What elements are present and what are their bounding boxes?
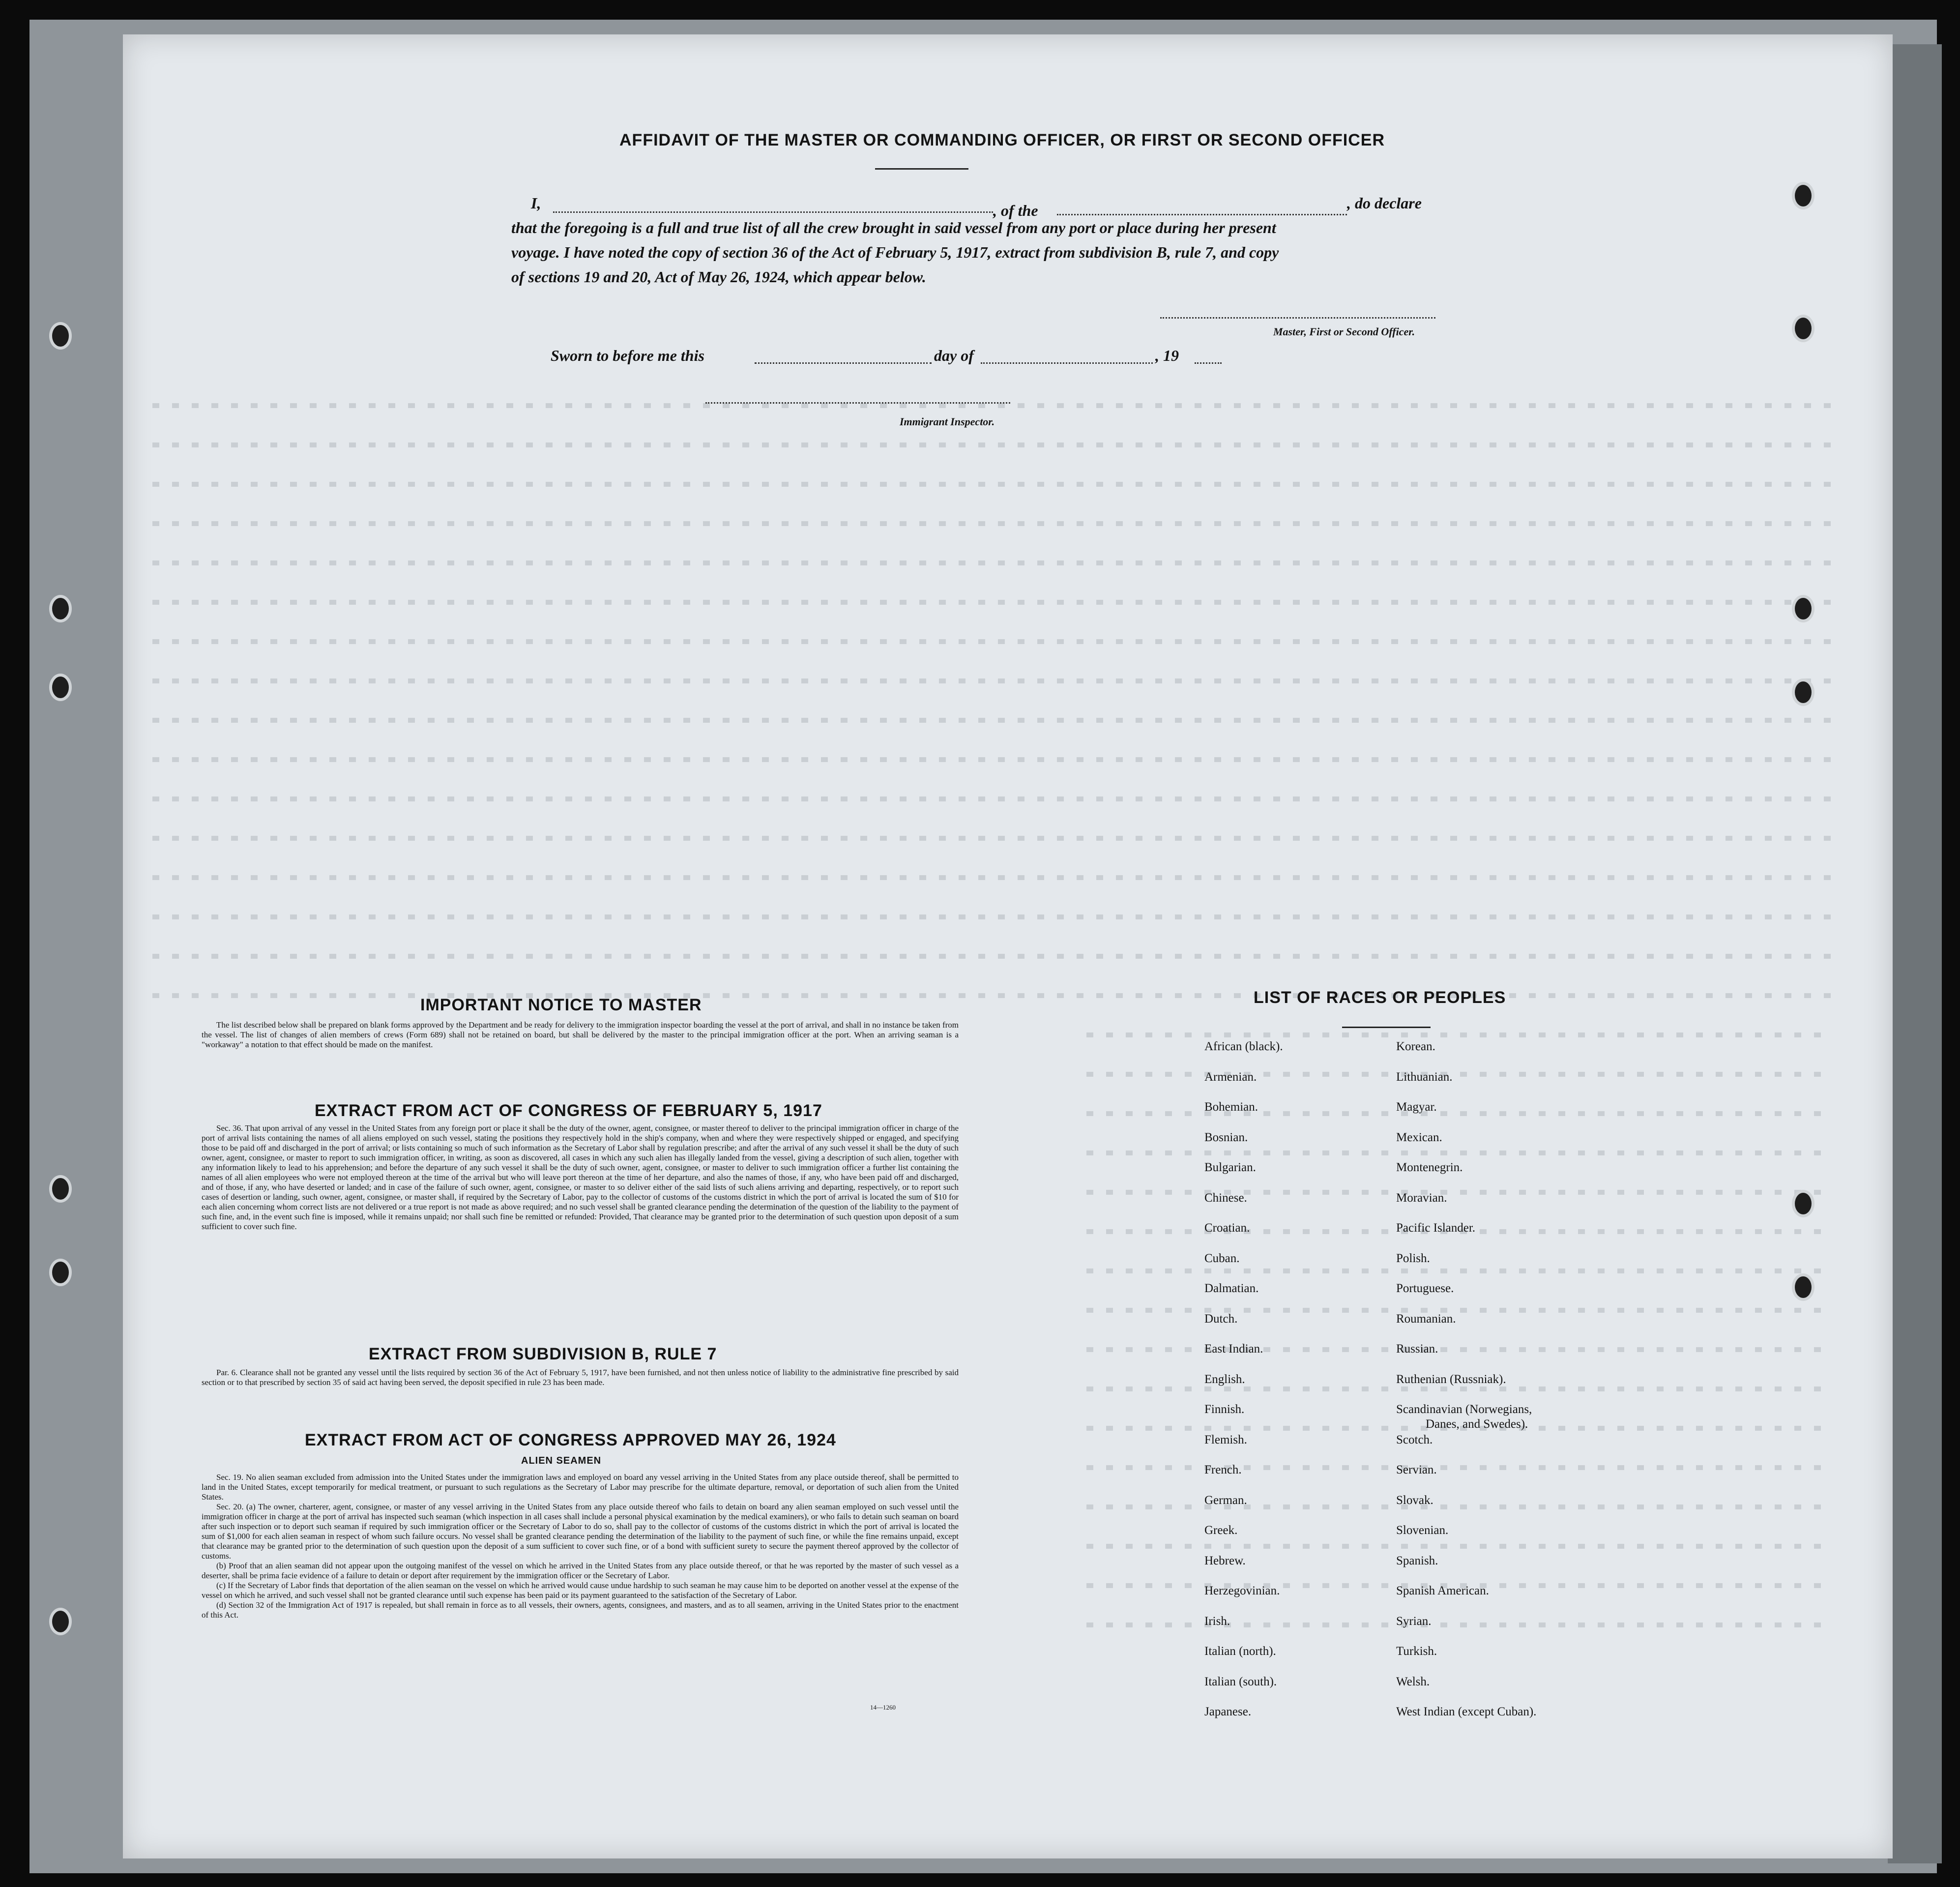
i-label: I, bbox=[531, 194, 541, 212]
race-item: Slovenian. bbox=[1396, 1524, 1449, 1537]
punch-hole bbox=[1792, 182, 1814, 209]
punch-hole bbox=[49, 1175, 72, 1203]
of-the-label: , of the bbox=[993, 202, 1038, 219]
punch-hole bbox=[49, 595, 72, 622]
affidavit-title: AFFIDAVIT OF THE MASTER OR COMMANDING OFFICER, OR FIRST OR SECOND OFFICER bbox=[619, 131, 1385, 149]
sworn-month-blank bbox=[981, 362, 1153, 364]
notice-text: The list described below shall be prepared on blank forms approved by the Department and be ready for delivery to the immigration inspector boarding the vessel at the port of arrival, and shall in no instance be taken from the vessel. The list of changes of alien members of crews (Form 689) shall not be retained on board, but shall be delivered by the master to the principal immigration officer at the port. When an arriving seaman is a "workaway" a notation to that effect should be made on the manifest. bbox=[202, 1020, 959, 1049]
sec-20d-text: (d) Section 32 of the Immigration Act of 1917 is repealed, but shall remain in force as to all vessels, their owners, agents, consignees, and masters, and as to all seamen, arriving in the United States prior to the enactment of this Act. bbox=[202, 1600, 959, 1620]
punch-hole bbox=[49, 1608, 72, 1635]
race-item: Irish. bbox=[1204, 1614, 1230, 1628]
race-item: Dalmatian. bbox=[1204, 1282, 1259, 1295]
declare-label: , do declare bbox=[1347, 194, 1422, 212]
race-item: Spanish. bbox=[1396, 1554, 1438, 1567]
race-item: Croatian. bbox=[1204, 1221, 1250, 1235]
race-item: Cuban. bbox=[1204, 1251, 1240, 1265]
extract-1924-block bbox=[202, 1473, 959, 1620]
page-edge bbox=[1888, 44, 1942, 1863]
punch-hole bbox=[49, 322, 72, 350]
race-item: Danes, and Swedes). bbox=[1426, 1417, 1528, 1431]
race-item: Spanish American. bbox=[1396, 1584, 1489, 1597]
race-item: Portuguese. bbox=[1396, 1282, 1454, 1295]
race-item: Greek. bbox=[1204, 1524, 1238, 1537]
race-item: Italian (south). bbox=[1204, 1675, 1277, 1688]
race-item: Flemish. bbox=[1204, 1433, 1247, 1446]
race-item: Lithuanian. bbox=[1396, 1070, 1453, 1084]
race-item: Mexican. bbox=[1396, 1130, 1442, 1144]
extract-1917-text: Sec. 36. That upon arrival of any vessel in the United States from any foreign port or place it shall be the duty of the owner, agent, consignee, or master thereof to deliver to the principal immigration officer in charge of the port of arrival lists containing the names of all aliens employed on such vessel, stating the positions they respectively hold in the ship's company, when and where they were respectively shipped or engaged, and specifying those to be paid off and discharged in the port of arrival; or lists containing so much of such information as the Secretary of Labor shall by regulation prescribe; and after the arrival of any such vessel it shall be the duty of such owner, agent, consignee, or master to report to such immigration officer, in writing, as soon as discovered, all cases in which any such alien has illegally landed from the vessel, giving a description of such alien, together with any information likely to lead to his apprehension; and before the departure of any such vessel it shall be the duty of such owner, agent, consignee, or master to deliver to such immigration officer a further list containing the names of all alien employees who were not employed thereon at the time of the arrival but who will leave port thereon at the time of her departure, and also the names of those, if any, who have been paid off and discharged, and of those, if any, who have deserted or landed; and in case of the failure of such owner, agent, consignee, or master to so deliver either of the said lists of such aliens arriving and departing, respectively, or to report such cases of desertion or landing, such owner, agent, consignee, or master shall, if required by the Secretary of Labor, pay to the collector of customs of the customs district in which the port of arrival is located the sum of $10 for each alien concerning whom correct lists are not delivered or a true report is not made as above required; and no such vessel shall be granted clearance pending the determination of the question of the liability to the payment of such fine, and, in the event such fine is imposed, while it remains unpaid; nor shall such fine be remitted or refunded: Provided, That clearance may be granted prior to the determination of such question upon deposit of a sum sufficient to cover such fine. bbox=[202, 1123, 959, 1231]
races-title: LIST OF RACES OR PEOPLES bbox=[1254, 988, 1506, 1007]
subdivision-block bbox=[202, 1368, 959, 1387]
race-item: Scotch. bbox=[1396, 1433, 1433, 1446]
affidavit-line-3: voyage. I have noted the copy of section 36 of the Act of February 5, 1917, extract from subdivision B, rule 7, and copy bbox=[511, 243, 1279, 261]
races-title-underline bbox=[1342, 1027, 1431, 1028]
inspector-caption: Immigrant Inspector. bbox=[900, 415, 995, 428]
sworn-day-blank bbox=[755, 362, 932, 364]
punch-hole bbox=[1792, 1273, 1814, 1301]
subdivision-text: Par. 6. Clearance shall not be granted any vessel until the lists required by section 36 of the Act of February 5, 1917, have been furnished, and not then unless notice of liability to the administrative fine prescribed by said section or to that prescribed by section 35 of said act having been served, the deposit specified in rule 23 has been made. bbox=[202, 1368, 959, 1387]
affidavit-line-4: of sections 19 and 20, Act of May 26, 1924, which appear below. bbox=[511, 268, 926, 286]
race-item: Moravian. bbox=[1396, 1191, 1447, 1205]
notice-text-block bbox=[202, 1020, 959, 1050]
race-item: Pacific Islander. bbox=[1396, 1221, 1476, 1235]
race-item: Servian. bbox=[1396, 1463, 1437, 1476]
race-item: Montenegrin. bbox=[1396, 1161, 1463, 1174]
race-item: Japanese. bbox=[1204, 1705, 1252, 1718]
race-item: Syrian. bbox=[1396, 1614, 1432, 1628]
race-item: Welsh. bbox=[1396, 1675, 1430, 1688]
subdivision-title: EXTRACT FROM SUBDIVISION B, RULE 7 bbox=[369, 1345, 717, 1363]
race-item: Italian (north). bbox=[1204, 1645, 1276, 1658]
race-item: Turkish. bbox=[1396, 1645, 1437, 1658]
race-item: Magyar. bbox=[1396, 1100, 1437, 1114]
punch-hole bbox=[49, 674, 72, 701]
race-item: African (black). bbox=[1204, 1040, 1283, 1053]
race-item: Finnish. bbox=[1204, 1403, 1245, 1416]
race-item: Scandinavian (Norwegians, bbox=[1396, 1403, 1532, 1416]
race-item: Bosnian. bbox=[1204, 1130, 1248, 1144]
race-item: Ruthenian (Russniak). bbox=[1396, 1372, 1506, 1386]
race-item: Hebrew. bbox=[1204, 1554, 1246, 1567]
sworn-label: Sworn to before me this bbox=[551, 347, 704, 364]
day-of-label: day of bbox=[934, 347, 974, 364]
affidavit-line-2: that the foregoing is a full and true list of all the crew brought in said vessel from any port or place during her present bbox=[511, 219, 1276, 236]
race-item: Russian. bbox=[1396, 1342, 1438, 1356]
punch-hole bbox=[1792, 1190, 1814, 1217]
race-item: Dutch. bbox=[1204, 1312, 1238, 1326]
extract-1917-block bbox=[202, 1123, 959, 1232]
master-caption: Master, First or Second Officer. bbox=[1273, 325, 1415, 338]
race-item: Herzegovinian. bbox=[1204, 1584, 1280, 1597]
race-item: Korean. bbox=[1396, 1040, 1435, 1053]
race-item: Slovak. bbox=[1396, 1493, 1433, 1507]
sec-20a-text: Sec. 20. (a) The owner, charterer, agent, consignee, or master of any vessel arriving in the United States from any place outside thereof who fails to detain on board any alien seaman employed on such vessel until the immigration officer in charge at the port of arrival has inspected such seaman (which inspection in all cases shall include a personal physical examination by the medical examiners), or who fails to detain such seaman on board after such inspection or to deport such seaman if required by such immigration officer or the Secretary of Labor to do so, shall pay to the collector of customs of the customs district in which the port of arrival is located the sum of $1,000 for each alien seaman in respect of whom such failure occurs. No vessel shall be granted clearance pending the determination of the liability to the payment of such fine, or while the fine remains unpaid, except that clearance may be granted prior to the determination of such question upon the deposit of a sum sufficient to cover such fine, or of a bond with sufficient surety to secure the payment thereof approved by the collector of customs. bbox=[202, 1502, 959, 1561]
race-item: Bulgarian. bbox=[1204, 1161, 1256, 1174]
punch-hole bbox=[1792, 315, 1814, 342]
punch-hole bbox=[1792, 678, 1814, 706]
sec-20c-text: (c) If the Secretary of Labor finds that deportation of the alien seaman on the vessel on which he arrived would cause undue hardship to such seaman he may cause him to be deported on another vessel at the expense of the vessel on which he arrived, and such vessel shall not be granted clearance until such expense has been paid or its payment guaranteed to the satisfaction of the Secretary of Labor. bbox=[202, 1581, 959, 1600]
extract-1924-title: EXTRACT FROM ACT OF CONGRESS APPROVED MAY 26, 1924 bbox=[305, 1431, 836, 1449]
race-item: Roumanian. bbox=[1396, 1312, 1456, 1326]
race-item: French. bbox=[1204, 1463, 1242, 1476]
race-item: West Indian (except Cuban). bbox=[1396, 1705, 1537, 1718]
race-item: East Indian. bbox=[1204, 1342, 1263, 1356]
extract-1917-title: EXTRACT FROM ACT OF CONGRESS OF FEBRUARY 5, 1917 bbox=[315, 1101, 822, 1120]
master-signature-line bbox=[1160, 317, 1435, 319]
document-page bbox=[123, 34, 1893, 1858]
race-item: Bohemian. bbox=[1204, 1100, 1258, 1114]
punch-hole bbox=[49, 1259, 72, 1286]
races-left-column bbox=[1204, 1040, 1283, 1736]
race-item: English. bbox=[1204, 1372, 1245, 1386]
races-right-column bbox=[1396, 1040, 1536, 1736]
race-item: Polish. bbox=[1396, 1251, 1430, 1265]
race-item: German. bbox=[1204, 1493, 1247, 1507]
form-number: 14—1260 bbox=[870, 1704, 896, 1711]
vessel-blank bbox=[1057, 214, 1347, 215]
alien-seamen-subtitle: ALIEN SEAMEN bbox=[521, 1455, 602, 1466]
sec-20b-text: (b) Proof that an alien seaman did not appear upon the outgoing manifest of the vessel on which he arrived in the United States from any place outside thereof, or that he was reported by the master of such vessel as a deserter, shall be prima facie evidence of a failure to detain or deport after requirement by the immigration officer or the Secretary of Labor. bbox=[202, 1561, 959, 1580]
name-blank bbox=[553, 211, 993, 213]
notice-title: IMPORTANT NOTICE TO MASTER bbox=[420, 996, 702, 1014]
year-label: , 19 bbox=[1155, 347, 1179, 364]
race-item: Armenian. bbox=[1204, 1070, 1257, 1084]
sworn-year-blank bbox=[1195, 362, 1222, 364]
race-item: Chinese. bbox=[1204, 1191, 1247, 1205]
sec-19-text: Sec. 19. No alien seaman excluded from admission into the United States under the immigration laws and employed on board any vessel arriving in the United States from any place outside thereof, shall be permitted to land in the United States, except temporarily for medical treatment, or pursuant to such regulations as the Secretary of Labor may prescribe for the ultimate departure, removal, or deportation of such alien from the United States. bbox=[202, 1473, 959, 1502]
punch-hole bbox=[1792, 595, 1814, 622]
title-underline bbox=[875, 168, 968, 170]
inspector-signature-line bbox=[705, 402, 1010, 404]
